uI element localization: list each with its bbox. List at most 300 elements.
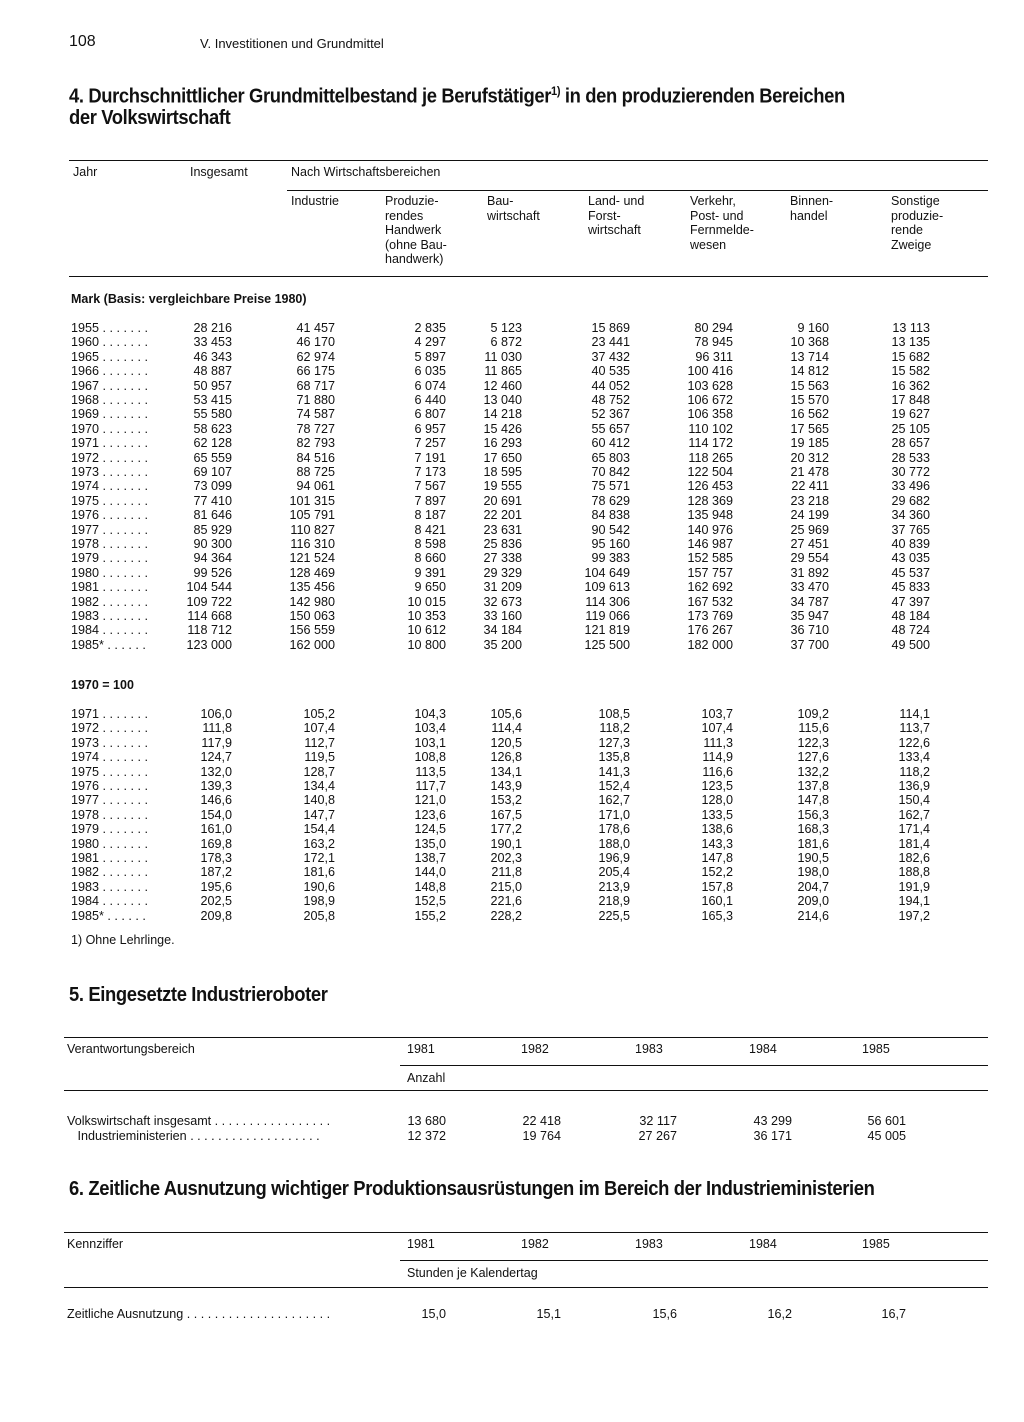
cell-binnenhandel: 29 554 — [790, 551, 829, 566]
cell-binnenhandel: 122,3 — [797, 735, 829, 750]
cell-sonstige: 33 496 — [891, 479, 930, 494]
table-row — [0, 350, 1024, 364]
cell-industrie: 154,4 — [303, 822, 335, 837]
cell-verkehr: 107,4 — [701, 721, 733, 736]
cell-value: 36 171 — [753, 1128, 792, 1143]
cell-handwerk: 10 612 — [407, 623, 446, 638]
cell-verkehr: 96 311 — [695, 349, 733, 364]
cell-binnenhandel: 132,2 — [797, 764, 829, 779]
cell-sonstige: 133,4 — [898, 750, 930, 765]
cell-handwerk: 155,2 — [414, 908, 446, 923]
row-year: 1972 . . . . . . . — [71, 721, 149, 736]
cell-sonstige: 48 184 — [891, 609, 930, 623]
table-row — [0, 736, 1024, 750]
cell-bauwirtschaft: 134,1 — [490, 764, 522, 779]
cell-verkehr: 143,3 — [701, 836, 733, 851]
cell-industrie: 101 315 — [289, 493, 335, 508]
cell-value: 15,1 — [536, 1307, 561, 1321]
cell-binnenhandel: 33 470 — [790, 580, 829, 595]
cell-verkehr: 157 757 — [687, 565, 733, 580]
cell-bauwirtschaft: 120,5 — [490, 735, 522, 750]
cell-land-forst: 141,3 — [598, 764, 630, 779]
table-row — [0, 837, 1024, 851]
cell-verkehr: 106 358 — [687, 407, 733, 422]
cell-value: 15,6 — [652, 1307, 677, 1321]
table-row — [0, 379, 1024, 393]
cell-sonstige: 45 537 — [891, 565, 930, 580]
cell-insgesamt: 169,8 — [200, 836, 232, 851]
cell-bauwirtschaft: 11 030 — [484, 349, 522, 364]
cell-bauwirtschaft: 228,2 — [490, 908, 522, 923]
cell-land-forst: 37 432 — [591, 349, 630, 364]
cell-value: 27 267 — [638, 1128, 677, 1143]
row-year: 1980 . . . . . . . — [71, 836, 149, 851]
table-row — [0, 436, 1024, 450]
cell-land-forst: 121 819 — [584, 623, 630, 638]
cell-land-forst: 60 412 — [591, 436, 630, 451]
cell-bauwirtschaft: 18 595 — [483, 465, 522, 479]
cell-sonstige: 15 682 — [891, 349, 930, 364]
cell-binnenhandel: 109,2 — [797, 707, 829, 721]
row-year: 1982 . . . . . . . — [71, 594, 149, 609]
table-row — [0, 880, 1024, 894]
cell-binnenhandel: 127,6 — [797, 750, 829, 765]
cell-sonstige: 19 627 — [891, 407, 930, 422]
cell-sonstige: 34 360 — [891, 508, 930, 523]
year-header: 1985 — [862, 1237, 890, 1251]
cell-verkehr: 114,9 — [702, 750, 733, 765]
cell-insgesamt: 62 128 — [193, 436, 232, 451]
table-row — [0, 494, 1024, 508]
cell-bauwirtschaft: 31 209 — [483, 580, 522, 595]
cell-insgesamt: 195,6 — [200, 879, 232, 894]
cell-insgesamt: 104 544 — [186, 580, 232, 595]
col-header-bauwirtschaft: Bau- wirtschaft — [487, 194, 540, 223]
cell-verkehr: 128 369 — [687, 493, 733, 508]
col-header-verkehr: Verkehr, Post- und Fernmelde- wesen — [690, 194, 754, 252]
table-row — [0, 551, 1024, 565]
cell-sonstige: 194,1 — [898, 894, 930, 909]
cell-insgesamt: 123 000 — [186, 637, 232, 652]
row-label: Industrieministerien . . . . . . . . . . . . . . . . . . . — [67, 1128, 320, 1143]
col-header-insgesamt: Insgesamt — [190, 165, 248, 179]
cell-binnenhandel: 17 565 — [790, 421, 829, 436]
cell-bauwirtschaft: 16 293 — [483, 436, 522, 451]
cell-land-forst: 15 869 — [591, 321, 630, 335]
cell-verkehr: 128,0 — [701, 793, 733, 808]
cell-verkehr: 176 267 — [687, 623, 733, 638]
cell-insgesamt: 73 099 — [193, 479, 232, 494]
cell-binnenhandel: 37 700 — [790, 637, 829, 652]
row-year: 1970 . . . . . . . — [71, 421, 149, 436]
cell-handwerk: 121,0 — [414, 793, 446, 808]
table-row — [0, 851, 1024, 865]
cell-insgesamt: 69 107 — [193, 465, 232, 479]
cell-land-forst: 40 535 — [591, 364, 630, 379]
cell-insgesamt: 48 887 — [193, 364, 232, 379]
cell-industrie: 78 727 — [296, 421, 335, 436]
cell-land-forst: 99 383 — [591, 551, 630, 566]
cell-handwerk: 135,0 — [414, 836, 446, 851]
cell-sonstige: 191,9 — [898, 879, 930, 894]
cell-binnenhandel: 190,5 — [797, 851, 829, 865]
table4-group-rule — [287, 190, 988, 191]
cell-industrie: 147,7 — [303, 807, 335, 822]
cell-land-forst: 23 441 — [591, 335, 630, 350]
cell-industrie: 190,6 — [303, 879, 335, 894]
cell-sonstige: 40 839 — [891, 537, 930, 551]
cell-land-forst: 171,0 — [598, 807, 630, 822]
cell-land-forst: 162,7 — [598, 793, 630, 808]
page-number: 108 — [69, 33, 96, 50]
table5-unit: Anzahl — [407, 1071, 446, 1085]
cell-industrie: 128 469 — [289, 565, 335, 580]
table5-header-bottom-rule — [64, 1090, 988, 1091]
cell-handwerk: 9 391 — [414, 565, 446, 580]
table-row — [0, 765, 1024, 779]
row-year: 1976 . . . . . . . — [71, 508, 149, 523]
cell-land-forst: 135,8 — [598, 750, 630, 765]
cell-binnenhandel: 15 563 — [790, 378, 829, 393]
cell-sonstige: 136,9 — [898, 779, 930, 793]
block2-label: 1970 = 100 — [71, 678, 134, 692]
table-row — [0, 479, 1024, 493]
cell-industrie: 181,6 — [303, 865, 335, 880]
cell-value: 22 418 — [522, 1114, 561, 1128]
cell-sonstige: 25 105 — [891, 421, 930, 436]
cell-verkehr: 78 945 — [694, 335, 733, 350]
cell-verkehr: 152 585 — [687, 551, 733, 566]
cell-handwerk: 152,5 — [414, 894, 446, 909]
cell-land-forst: 48 752 — [591, 393, 630, 407]
cell-industrie: 71 880 — [296, 393, 335, 407]
cell-verkehr: 126 453 — [687, 479, 733, 494]
cell-handwerk: 9 650 — [414, 580, 446, 595]
year-header: 1983 — [635, 1237, 663, 1251]
table5-top-rule — [64, 1037, 988, 1038]
cell-land-forst: 225,5 — [598, 908, 630, 923]
cell-handwerk: 6 807 — [414, 407, 446, 422]
table6-header-bottom-rule — [64, 1287, 988, 1288]
cell-land-forst: 109 613 — [584, 580, 630, 595]
row-year: 1985* . . . . . . — [71, 637, 146, 652]
cell-industrie: 128,7 — [303, 764, 335, 779]
cell-sonstige: 37 765 — [891, 522, 930, 537]
table6-title: 6. Zeitliche Ausnutzung wichtiger Produktionsausrüstungen im Bereich der Industrieministerien — [69, 1178, 875, 1200]
table-row — [0, 721, 1024, 735]
cell-insgesamt: 132,0 — [200, 764, 232, 779]
table-row — [0, 580, 1024, 594]
cell-verkehr: 133,5 — [701, 807, 733, 822]
row-year: 1973 . . . . . . . — [71, 735, 149, 750]
cell-land-forst: 90 542 — [591, 522, 630, 537]
row-year: 1960 . . . . . . . — [71, 335, 149, 350]
col-header-industrie: Industrie — [291, 194, 339, 208]
table-row — [0, 750, 1024, 764]
cell-verkehr: 135 948 — [687, 508, 733, 523]
table4-header-bottom-rule — [69, 276, 988, 277]
year-header: 1984 — [749, 1237, 777, 1251]
cell-binnenhandel: 147,8 — [797, 793, 829, 808]
cell-industrie: 156 559 — [289, 623, 335, 638]
cell-bauwirtschaft: 27 338 — [483, 551, 522, 566]
cell-binnenhandel: 15 570 — [790, 393, 829, 407]
cell-handwerk: 7 567 — [414, 479, 446, 494]
row-year: 1975 . . . . . . . — [71, 764, 149, 779]
cell-industrie: 66 175 — [296, 364, 335, 379]
row-year: 1979 . . . . . . . — [71, 551, 149, 566]
row-year: 1978 . . . . . . . — [71, 807, 149, 822]
cell-handwerk: 124,5 — [414, 822, 446, 837]
cell-insgesamt: 161,0 — [200, 822, 232, 837]
cell-value: 12 372 — [407, 1128, 446, 1143]
table-row — [0, 822, 1024, 836]
cell-sonstige: 47 397 — [891, 594, 930, 609]
cell-industrie: 172,1 — [303, 851, 335, 865]
cell-bauwirtschaft: 33 160 — [483, 609, 522, 623]
row-year: 1955 . . . . . . . — [71, 321, 149, 335]
cell-binnenhandel: 27 451 — [790, 537, 829, 551]
cell-verkehr: 116,6 — [702, 764, 733, 779]
cell-insgesamt: 50 957 — [193, 378, 232, 393]
cell-verkehr: 103 628 — [687, 378, 733, 393]
col-header-land-forst: Land- und Forst- wirtschaft — [588, 194, 645, 237]
cell-handwerk: 6 074 — [414, 378, 446, 393]
cell-verkehr: 114 172 — [688, 436, 733, 451]
cell-industrie: 46 170 — [296, 335, 335, 350]
cell-bauwirtschaft: 153,2 — [490, 793, 522, 808]
cell-handwerk: 8 187 — [414, 508, 446, 523]
cell-land-forst: 78 629 — [591, 493, 630, 508]
cell-land-forst: 114 306 — [585, 594, 630, 609]
cell-bauwirtschaft: 143,9 — [490, 779, 522, 793]
cell-value: 32 117 — [639, 1114, 677, 1128]
cell-land-forst: 55 657 — [591, 421, 630, 436]
cell-binnenhandel: 10 368 — [790, 335, 829, 350]
cell-verkehr: 106 672 — [687, 393, 733, 407]
cell-insgesamt: 77 410 — [193, 493, 232, 508]
cell-land-forst: 52 367 — [591, 407, 630, 422]
cell-land-forst: 95 160 — [591, 537, 630, 551]
row-year: 1965 . . . . . . . — [71, 349, 149, 364]
table4-title-line1: 4. Durchschnittlicher Grundmittelbestand je Berufstätiger — [69, 85, 552, 108]
cell-bauwirtschaft: 167,5 — [490, 807, 522, 822]
cell-value: 13 680 — [407, 1114, 446, 1128]
cell-insgesamt: 33 453 — [193, 335, 232, 350]
cell-binnenhandel: 168,3 — [797, 822, 829, 837]
cell-bauwirtschaft: 15 426 — [483, 421, 522, 436]
cell-insgesamt: 55 580 — [193, 407, 232, 422]
table6-year-rule — [400, 1260, 988, 1261]
cell-handwerk: 138,7 — [414, 851, 446, 865]
col-header-handwerk: Produzie- rendes Handwerk (ohne Bau- handwerk) — [385, 194, 447, 266]
cell-sonstige: 181,4 — [898, 836, 930, 851]
cell-binnenhandel: 31 892 — [790, 565, 829, 580]
row-label: Zeitliche Ausnutzung . . . . . . . . . . . . . . . . . . . . . — [67, 1307, 331, 1321]
cell-industrie: 82 793 — [296, 436, 335, 451]
cell-binnenhandel: 24 199 — [790, 508, 829, 523]
cell-verkehr: 110 102 — [688, 421, 733, 436]
table-row — [0, 808, 1024, 822]
cell-sonstige: 30 772 — [891, 465, 930, 479]
cell-binnenhandel: 21 478 — [790, 465, 829, 479]
cell-sonstige: 16 362 — [891, 378, 930, 393]
cell-industrie: 107,4 — [303, 721, 335, 736]
table-row — [0, 451, 1024, 465]
row-year: 1981 . . . . . . . — [71, 851, 149, 865]
cell-industrie: 88 725 — [296, 465, 335, 479]
cell-verkehr: 173 769 — [687, 609, 733, 623]
table-row — [0, 865, 1024, 879]
cell-handwerk: 10 800 — [407, 637, 446, 652]
cell-insgesamt: 187,2 — [200, 865, 232, 880]
cell-insgesamt: 139,3 — [200, 779, 232, 793]
cell-bauwirtschaft: 34 184 — [483, 623, 522, 638]
cell-industrie: 110 827 — [290, 522, 335, 537]
table-row — [0, 609, 1024, 623]
cell-binnenhandel: 35 947 — [790, 609, 829, 623]
year-header: 1982 — [521, 1042, 549, 1056]
cell-industrie: 62 974 — [296, 349, 335, 364]
cell-insgesamt: 53 415 — [193, 393, 232, 407]
cell-handwerk: 7 191 — [414, 450, 446, 465]
col-header-sonstige: Sonstige produzie- rende Zweige — [891, 194, 944, 252]
cell-bauwirtschaft: 12 460 — [483, 378, 522, 393]
cell-insgesamt: 46 343 — [193, 349, 232, 364]
cell-sonstige: 28 657 — [891, 436, 930, 451]
cell-sonstige: 17 848 — [891, 393, 930, 407]
row-label: Volkswirtschaft insgesamt . . . . . . . . . . . . . . . . . — [67, 1114, 331, 1128]
row-year: 1976 . . . . . . . — [71, 779, 149, 793]
cell-bauwirtschaft: 190,1 — [490, 836, 522, 851]
cell-handwerk: 6 440 — [414, 393, 446, 407]
cell-verkehr: 100 416 — [687, 364, 733, 379]
table-row — [0, 364, 1024, 378]
cell-verkehr: 146 987 — [687, 537, 733, 551]
cell-bauwirtschaft: 211,8 — [491, 865, 522, 880]
cell-insgesamt: 202,5 — [200, 894, 232, 909]
cell-industrie: 135 456 — [289, 580, 335, 595]
cell-land-forst: 196,9 — [598, 851, 630, 865]
cell-binnenhandel: 36 710 — [790, 623, 829, 638]
cell-sonstige: 122,6 — [898, 735, 930, 750]
cell-land-forst: 104 649 — [584, 565, 630, 580]
cell-land-forst: 188,0 — [598, 836, 630, 851]
cell-sonstige: 113,7 — [899, 721, 930, 736]
cell-handwerk: 2 835 — [414, 321, 446, 335]
section-header: V. Investitionen und Grundmittel — [200, 36, 384, 51]
cell-value: 45 005 — [867, 1128, 906, 1143]
cell-verkehr: 80 294 — [694, 321, 733, 335]
cell-verkehr: 182 000 — [687, 637, 733, 652]
cell-insgesamt: 109 722 — [186, 594, 232, 609]
cell-sonstige: 13 135 — [891, 335, 930, 350]
table-row — [0, 508, 1024, 522]
cell-binnenhandel: 137,8 — [797, 779, 829, 793]
table-row — [0, 321, 1024, 335]
cell-sonstige: 49 500 — [891, 637, 930, 652]
cell-binnenhandel: 156,3 — [797, 807, 829, 822]
cell-verkehr: 162 692 — [687, 580, 733, 595]
cell-binnenhandel: 9 160 — [797, 321, 829, 335]
cell-handwerk: 144,0 — [414, 865, 446, 880]
row-year: 1984 . . . . . . . — [71, 894, 149, 909]
cell-industrie: 205,8 — [303, 908, 335, 923]
year-header: 1984 — [749, 1042, 777, 1056]
cell-industrie: 68 717 — [296, 378, 335, 393]
cell-land-forst: 108,5 — [598, 707, 630, 721]
cell-insgesamt: 90 300 — [193, 537, 232, 551]
table-row — [0, 465, 1024, 479]
cell-bauwirtschaft: 6 872 — [490, 335, 522, 350]
table-row — [0, 407, 1024, 421]
year-header: 1983 — [635, 1042, 663, 1056]
cell-sonstige: 182,6 — [898, 851, 930, 865]
cell-bauwirtschaft: 19 555 — [483, 479, 522, 494]
cell-land-forst: 44 052 — [591, 378, 630, 393]
cell-bauwirtschaft: 114,4 — [491, 721, 522, 736]
cell-bauwirtschaft: 215,0 — [490, 879, 522, 894]
cell-value: 43 299 — [753, 1114, 792, 1128]
table-row — [0, 566, 1024, 580]
table-row — [0, 779, 1024, 793]
row-year: 1983 . . . . . . . — [71, 879, 149, 894]
cell-insgesamt: 124,7 — [200, 750, 232, 765]
cell-bauwirtschaft: 126,8 — [490, 750, 522, 765]
cell-industrie: 94 061 — [296, 479, 335, 494]
cell-sonstige: 197,2 — [898, 908, 930, 923]
cell-binnenhandel: 16 562 — [790, 407, 829, 422]
row-year: 1983 . . . . . . . — [71, 609, 149, 623]
cell-industrie: 119,5 — [304, 750, 335, 765]
cell-industrie: 112,7 — [304, 735, 335, 750]
table-row — [0, 623, 1024, 637]
cell-bauwirtschaft: 177,2 — [490, 822, 522, 837]
cell-insgesamt: 65 559 — [193, 450, 232, 465]
table-row — [0, 894, 1024, 908]
cell-binnenhandel: 22 411 — [791, 479, 829, 494]
cell-verkehr: 152,2 — [701, 865, 733, 880]
cell-verkehr: 118 265 — [688, 450, 733, 465]
cell-industrie: 74 587 — [296, 407, 335, 422]
cell-handwerk: 10 015 — [407, 594, 446, 609]
cell-handwerk: 108,8 — [414, 750, 446, 765]
row-year: 1980 . . . . . . . — [71, 565, 149, 580]
cell-industrie: 150 063 — [289, 609, 335, 623]
row-year: 1969 . . . . . . . — [71, 407, 149, 422]
cell-value: 15,0 — [421, 1307, 446, 1321]
cell-industrie: 41 457 — [296, 321, 335, 335]
table-row — [0, 1114, 1024, 1128]
cell-land-forst: 70 842 — [591, 465, 630, 479]
cell-handwerk: 8 660 — [414, 551, 446, 566]
cell-insgesamt: 178,3 — [200, 851, 232, 865]
cell-handwerk: 6 957 — [414, 421, 446, 436]
year-header: 1985 — [862, 1042, 890, 1056]
row-year: 1972 . . . . . . . — [71, 450, 149, 465]
cell-value: 16,2 — [767, 1307, 792, 1321]
cell-land-forst: 213,9 — [598, 879, 630, 894]
cell-insgesamt: 154,0 — [200, 807, 232, 822]
cell-verkehr: 123,5 — [701, 779, 733, 793]
cell-insgesamt: 146,6 — [200, 793, 232, 808]
cell-bauwirtschaft: 23 631 — [483, 522, 522, 537]
cell-insgesamt: 99 526 — [193, 565, 232, 580]
table4-title-line1b: in den produzierenden Bereichen — [560, 85, 845, 108]
table6-col-label: Kennziffer — [67, 1237, 124, 1251]
cell-handwerk: 4 297 — [414, 335, 446, 350]
col-header-binnenhandel: Binnen- handel — [790, 194, 834, 223]
